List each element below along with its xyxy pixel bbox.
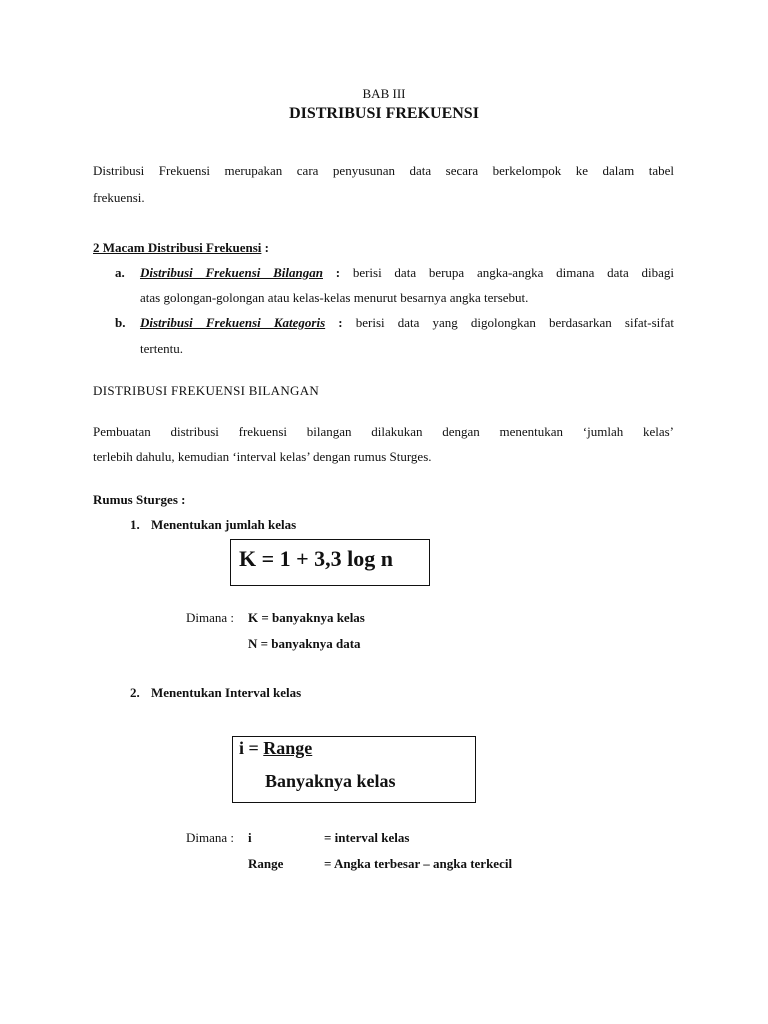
dimana-2-label: Dimana : (186, 830, 235, 845)
formula-box-k (230, 539, 430, 586)
term-kategoris: Distribusi Frekuensi Kategoris (140, 315, 326, 330)
list-marker-b: b. (115, 315, 126, 330)
dimana-1-label: Dimana : (186, 610, 235, 625)
list-item-a-line-1 (140, 265, 674, 281)
step-2-label: Menentukan Interval kelas (151, 685, 302, 700)
list-marker-a: a. (115, 265, 125, 280)
formula-i (239, 738, 312, 759)
section-para-text-1: Pembuatan distribusi frekuensi bilangan dilakukan dengan menentukan ‘jumlah kelas’ (93, 424, 674, 439)
section-heading: DISTRIBUSI FREKUENSI BILANGAN (93, 383, 320, 398)
types-heading (93, 240, 269, 256)
list-item-b-line-1 (140, 315, 674, 331)
formula-k: K = 1 + 3,3 log n (239, 546, 394, 571)
dimana-2-term-i: i (248, 830, 252, 845)
types-heading-text: 2 Macam Distribusi Frekuensi (93, 240, 262, 255)
section-para-line-2: terlebih dahulu, kemudian ‘interval kelas’ dengan rumus Sturges. (93, 449, 432, 464)
formula-i-lhs: i = (239, 738, 264, 758)
list-item-b-text: berisi data yang digolongkan berdasarkan sifat-sifat (355, 315, 674, 330)
chapter-label: BAB III (362, 86, 406, 101)
list-item-a-text: berisi data berupa angka-angka dimana data dibagi (352, 265, 674, 280)
step-1-number: 1. (130, 517, 140, 532)
dimana-1-k: K = banyaknya kelas (248, 610, 365, 625)
list-item-b-line-2: tertentu. (140, 341, 183, 356)
step-1-label: Menentukan jumlah kelas (151, 517, 297, 532)
dimana-2-def-range: = Angka terbesar – angka terkecil (324, 856, 513, 871)
term-bilangan-sep: : (322, 265, 341, 280)
term-bilangan: Distribusi Frekuensi Bilangan (140, 265, 323, 280)
formula-i-numerator: Range (263, 738, 313, 758)
page-title: DISTRIBUSI FREKUENSI (289, 105, 479, 122)
dimana-2-def-i: = interval kelas (324, 830, 410, 845)
intro-line-1 (93, 163, 674, 179)
sturges-heading: Rumus Sturges : (93, 492, 186, 507)
list-item-a-line-2: atas golongan-golongan atau kelas-kelas menurut besarnya angka tersebut. (140, 290, 529, 305)
list-item-a-content (140, 265, 674, 281)
term-kategoris-sep: : (325, 315, 343, 330)
list-item-b-content (140, 315, 674, 331)
dimana-2-term-range: Range (248, 856, 284, 871)
section-para-line-1 (93, 424, 674, 440)
dimana-1-n: N = banyaknya data (248, 636, 361, 651)
formula-i-denominator: Banyaknya kelas (265, 771, 396, 791)
step-2-number: 2. (130, 685, 140, 700)
formula-box-i (232, 736, 476, 803)
intro-line-2: frekuensi. (93, 190, 145, 205)
intro-text-1: Distribusi Frekuensi merupakan cara penyusunan data secara berkelompok ke dalam tabel (93, 163, 674, 178)
types-heading-colon: : (261, 240, 269, 255)
